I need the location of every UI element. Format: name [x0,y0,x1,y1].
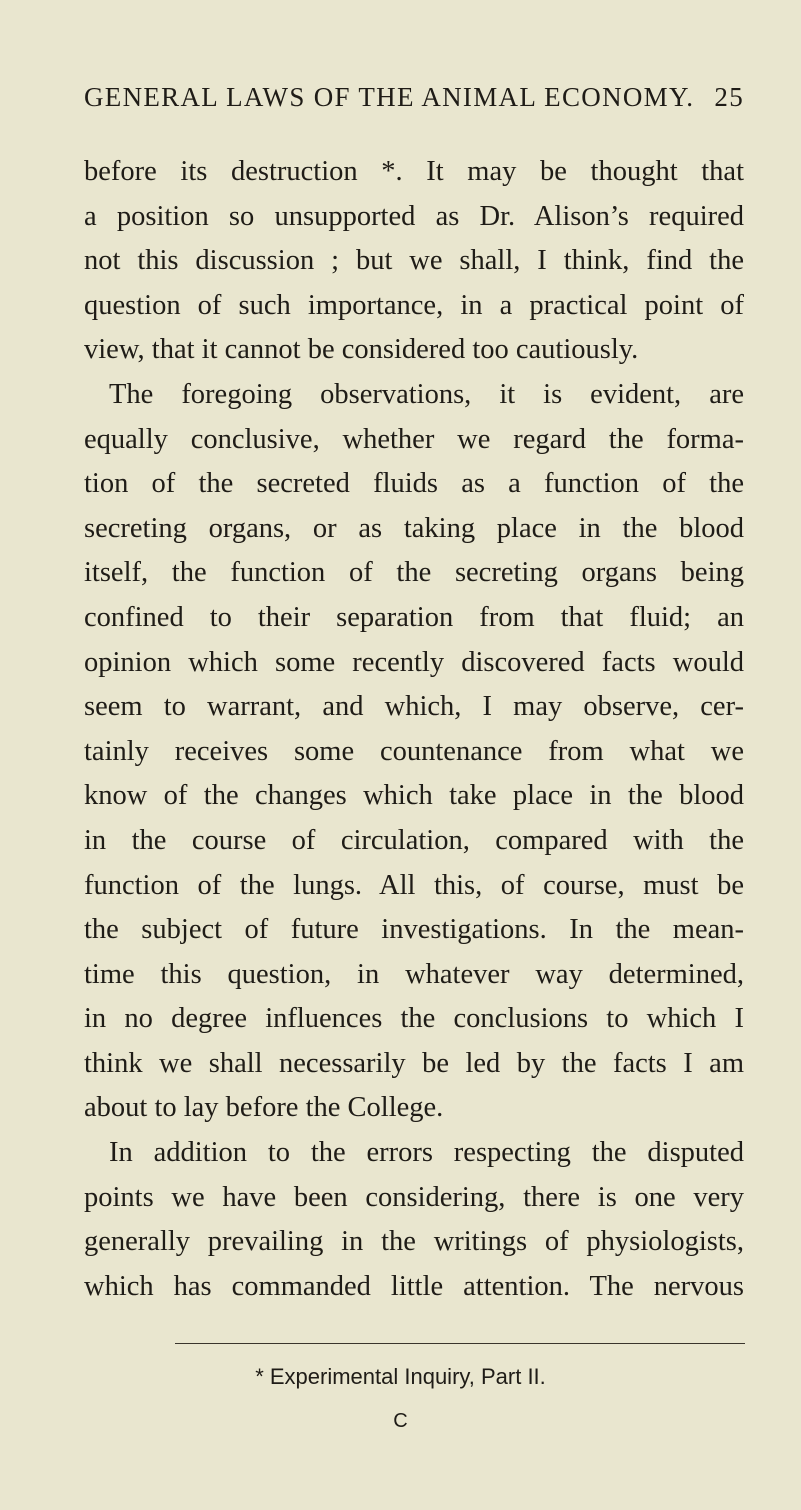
text-line: seem to warrant, and which, I may observe, cer- [84,691,744,723]
running-title: GENERAL LAWS OF THE ANIMAL ECONOMY. [84,82,695,112]
text-line: time this question, in whatever way determined, [84,958,744,990]
text-line: The foregoing observations, it is evident, are [109,378,744,410]
page-number: 25 [714,82,744,112]
text-line: equally conclusive, whether we regard the forma- [84,423,744,455]
text-line: a position so unsupported as Dr. Alison’s required [84,200,744,232]
text-line: In addition to the errors respecting the disputed [109,1137,744,1169]
text-line: function of the lungs. All this, of course, must be [84,869,744,901]
text-line: generally prevailing in the writings of physiologists, [84,1226,744,1258]
text-line: know of the changes which take place in the blood [84,780,744,812]
text-line: in the course of circulation, compared with the [84,824,744,856]
text-line: view, that it cannot be considered too cautiously. [84,334,639,366]
footnote-rule [175,1343,745,1344]
text-line: tion of the secreted fluids as a function of the [84,468,744,500]
text-line: points we have been considering, there is one very [84,1181,744,1213]
text-line: which has commanded little attention. The nervous [84,1270,744,1302]
text-line: the subject of future investigations. In the mean- [84,914,744,946]
text-line: tainly receives some countenance from what we [84,735,744,767]
text-line: before its destruction *. It may be thought that [84,156,744,187]
signature-mark: C [393,1410,408,1432]
body-text [84,150,744,1309]
text-line: in no degree influences the conclusions to which I [84,1003,744,1035]
text-line: opinion which some recently discovered facts would [84,646,744,678]
text-line: not this discussion ; but we shall, I think, find the [84,245,744,277]
footnote: * Experimental Inquiry, Part II. [255,1364,546,1389]
text-line: question of such importance, in a practical point of [84,289,744,321]
text-line: think we shall necessarily be led by the facts I am [84,1047,744,1079]
text-line: about to lay before the College. [84,1092,444,1124]
text-line: confined to their separation from that fluid; an [84,601,744,633]
text-line: itself, the function of the secreting organs being [84,557,744,589]
running-head [84,82,744,122]
text-line: secreting organs, or as taking place in the blood [84,512,744,544]
